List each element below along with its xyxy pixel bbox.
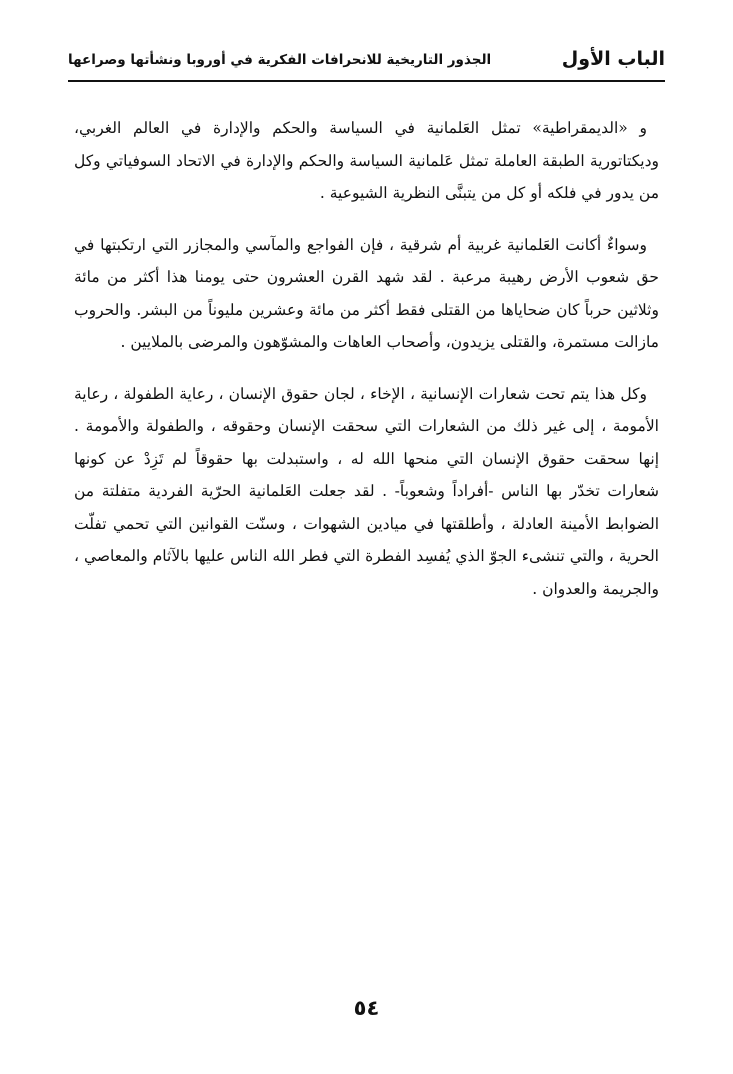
paragraph-2: وسواءٌ أكانت العَلمانية غربية أم شرقية ، فإن الفواجع والمآسي والمجازر التي ارتكبتها في حق شعوب الأرض رهيبة مرعبة . لقد شهد القرن العشرون حتى يومنا هذا أكثر من مائة وثلاثين حرباً كان ضحاياها من القتلى فقط أكثر من مائة وعشرين مليوناً من البشر. والحروب مازالت مستمرة، والقتلى يزيدون، وأصحاب العاهات والمشوّهون والمرضى بالملايين . xyxy=(74,235,659,351)
running-header xyxy=(68,44,665,78)
body-text xyxy=(74,112,659,624)
chapter-label: الباب الأول xyxy=(561,48,665,70)
paragraph-1: و «الديمقراطية» تمثل العَلمانية في السياسة والحكم والإدارة في العالم الغربي، وديكتاتورية الطبقة العاملة تمثل عَلمانية السياسة والحكم والإدارة في الاتحاد السوفياتي وكل من يدور في فلكه أو كل من يتبنَّى النظرية الشيوعية . xyxy=(74,119,659,202)
page-number: ٥٤ xyxy=(353,996,380,1020)
header-title: الجذور التاريخية للانحرافات الفكرية في أوروبا ونشأتها وصراعها xyxy=(68,52,492,68)
header-divider xyxy=(68,80,665,82)
paragraph-3: وكل هذا يتم تحت شعارات الإنسانية ، الإخاء ، لجان حقوق الإنسان ، رعاية الطفولة ، رعاية الأمومة ، إلى غير ذلك من الشعارات التي سحقت الإنسان وحقوقه ، والطفولة والأمومة . إنها سحقت حقوق الإنسان التي منحها الله له ، واستبدلت بها حقوقاً لم تَزِدْ عن كونها شعارات تخدّر بها الناس -أفراداً وشعوباً- . لقد جعلت العَلمانية الحرّية الفردية متفلتة من الضوابط الأمينة العادلة ، وأطلقتها في ميادين الشهوات ، وسنّت القوانين التي تحمي تفلّت الحرية ، والتي تنشىء الجوّ الذي يُفسِد الفطرة التي فطر الله الناس عليها بالآثام والمعاصي ، والجريمة والعدوان . xyxy=(74,384,659,598)
